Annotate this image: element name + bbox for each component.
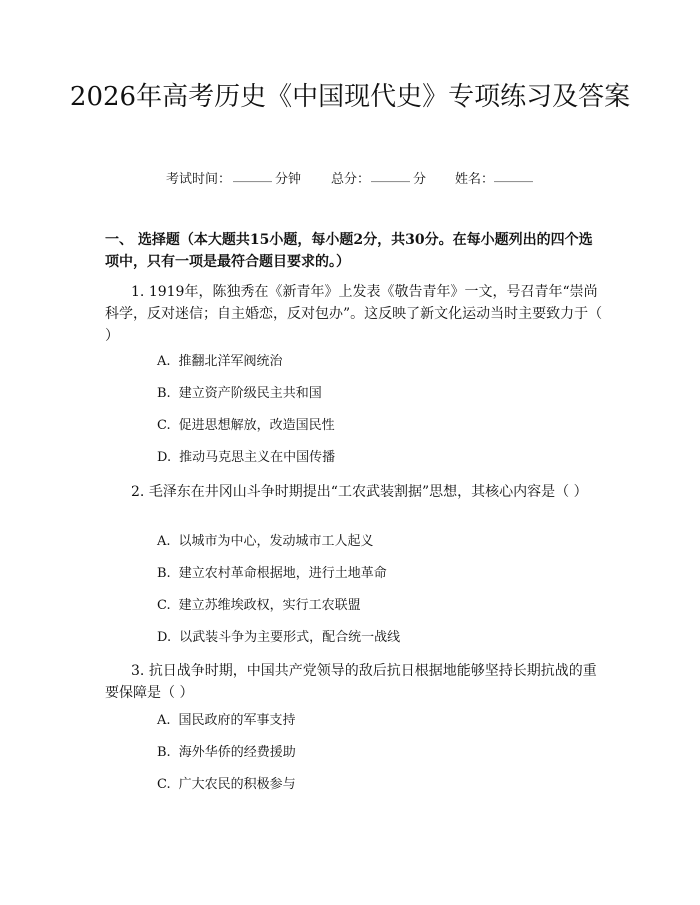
time-blank[interactable]: ______ <box>233 168 272 183</box>
option-letter: B. <box>157 745 171 760</box>
question-number: 2. <box>131 484 145 500</box>
option-text: 国民政府的军事支持 <box>178 713 296 728</box>
option-letter: B. <box>157 386 171 401</box>
option-text: 以武装斗争为主要形式，配合统一战线 <box>179 630 401 645</box>
page-title: 2026年高考历史《中国现代史》专项练习及答案 <box>69 82 631 112</box>
question-stem: 毛泽东在井冈山斗争时期提出“工农武装割据”思想，其核心内容是（ ） <box>148 484 588 500</box>
score-blank[interactable]: ______ <box>371 168 410 183</box>
option-letter: B. <box>157 566 171 581</box>
name-label: 姓名： <box>455 172 495 187</box>
question-2 <box>105 481 605 503</box>
score-unit: 分 <box>413 172 427 187</box>
option-letter: A. <box>157 354 171 369</box>
question-1 <box>105 281 605 347</box>
option-2d[interactable] <box>157 628 400 648</box>
option-1c[interactable] <box>157 416 335 436</box>
time-unit: 分钟 <box>275 172 302 187</box>
option-1a[interactable] <box>157 352 283 372</box>
option-text: 广大农民的积极参与 <box>178 777 296 792</box>
option-letter: C. <box>157 418 171 433</box>
option-1b[interactable] <box>157 384 322 404</box>
option-text: 建立农村革命根据地，进行土地革命 <box>178 566 387 581</box>
question-stem: 1919年，陈独秀在《新青年》上发表《敬告青年》一文，号召青年“崇尚科学，反对迷信；自主婚恋，反对包办”。这反映了新文化运动当时主要致力于（ ） <box>105 284 603 344</box>
option-letter: D. <box>157 630 172 645</box>
question-3 <box>105 660 605 704</box>
option-3a[interactable] <box>157 711 296 731</box>
question-number: 3. <box>131 663 145 679</box>
section-heading: 一、 选择题（本大题共15小题，每小题2分，共30分。在每小题列出的四个选项中，只有一项是最符合题目要求的。） <box>105 232 593 270</box>
score-label: 总分： <box>331 172 371 187</box>
option-letter: A. <box>157 713 171 728</box>
option-3b[interactable] <box>157 743 296 763</box>
option-letter: D. <box>157 450 172 465</box>
option-text: 促进思想解放，改造国民性 <box>178 418 335 433</box>
option-letter: A. <box>157 534 171 549</box>
option-2b[interactable] <box>157 564 387 584</box>
option-text: 以城市为中心，发动城市工人起义 <box>178 534 374 549</box>
option-text: 推翻北洋军阀统治 <box>178 354 283 369</box>
option-text: 建立资产阶级民主共和国 <box>178 386 322 401</box>
question-stem: 抗日战争时期，中国共产党领导的敌后抗日根据地能够坚持长期抗战的重要保障是（ ） <box>105 663 597 701</box>
option-letter: C. <box>157 598 171 613</box>
option-text: 海外华侨的经费援助 <box>178 745 296 760</box>
name-blank[interactable]: ______ <box>494 168 533 183</box>
option-text: 推动马克思主义在中国传播 <box>179 450 336 465</box>
option-3c[interactable] <box>157 775 296 795</box>
option-1d[interactable] <box>157 448 335 468</box>
option-text: 建立苏维埃政权，实行工农联盟 <box>178 598 361 613</box>
option-2c[interactable] <box>157 596 361 616</box>
question-number: 1. <box>131 284 145 300</box>
time-label: 考试时间： <box>166 172 232 187</box>
option-2a[interactable] <box>157 532 374 552</box>
exam-info-line <box>0 168 700 190</box>
option-letter: C. <box>157 777 171 792</box>
